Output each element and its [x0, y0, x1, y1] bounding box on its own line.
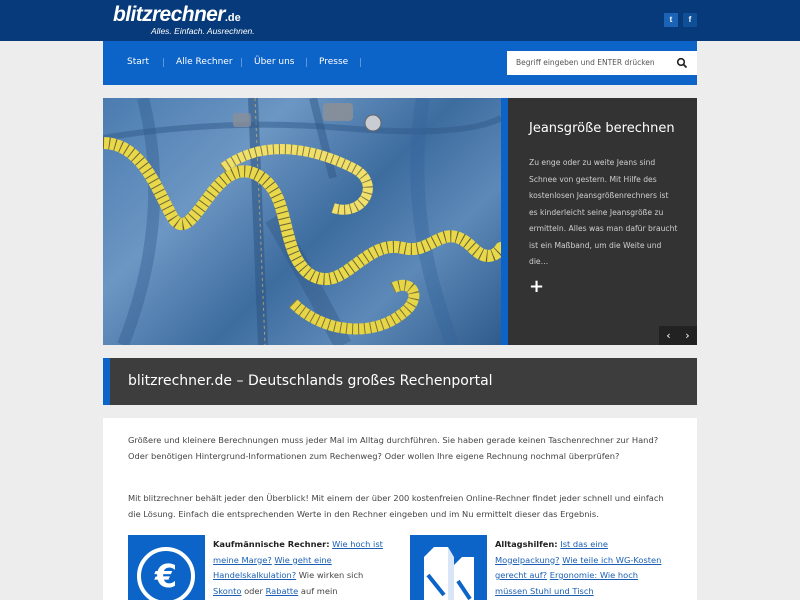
category-text: Wie wirken sich	[298, 570, 364, 580]
category-text: auf mein	[300, 585, 338, 596]
page-title-bar	[110, 358, 697, 405]
milk-carton-icon[interactable]	[410, 535, 487, 600]
svg-text:€: €	[154, 557, 178, 595]
category-kaufmaennisch	[213, 537, 383, 599]
nav-item-alle-rechner[interactable]: Alle Rechner	[176, 57, 233, 67]
nav-separator	[306, 58, 307, 67]
read-more-plus-icon[interactable]: +	[529, 276, 545, 297]
category-heading: Kaufmännische Rechner:	[213, 539, 330, 549]
category-alltagshilfen	[495, 537, 665, 599]
logo-tagline: Alles. Einfach. Ausrechnen.	[151, 26, 255, 36]
nav-item-start[interactable]: Start	[127, 57, 149, 67]
search-placeholder: Begriff eingeben und ENTER drücken	[516, 58, 655, 67]
category-text: oder	[244, 585, 263, 596]
nav-separator	[163, 58, 164, 67]
jeans-measuring-tape-illustration	[103, 98, 501, 345]
nav-item-ueber-uns[interactable]: Über uns	[254, 57, 295, 67]
nav-item-presse[interactable]: Presse	[319, 57, 349, 67]
nav-separator	[360, 58, 361, 67]
twitter-icon[interactable]: t	[664, 13, 678, 27]
link-mogelpackung[interactable]: Ist das eine Mogelpackung?	[495, 539, 608, 565]
main-content	[103, 418, 697, 600]
search-input[interactable]	[507, 51, 697, 75]
title-accent-bar	[103, 358, 110, 405]
link-marge[interactable]: Wie hoch ist meine Marge?	[213, 539, 383, 565]
slider-description: Zu enge oder zu weite Jeans sind Schnee von gestern. Mit Hilfe des kostenlosen Jeansgrößenrechners ist es kinderleicht seine Jeansgröße zu ermitteln. Alles was man dafür braucht ist ein Maßband, um die Weite und die…	[529, 158, 678, 266]
search-icon[interactable]	[676, 57, 688, 69]
slider-accent-bar	[501, 98, 508, 345]
intro-paragraph-2: Mit blitzrechner behält jeder den Überblick! Mit einem der über 200 kostenfreien Online-Rechner findet jeder schnell und einfach die Lösung. Einfach die entsprechenden Werte in den Rechner eingeben und im Nu ermittelt dieser das Ergebnis.	[128, 493, 664, 519]
top-bar	[0, 0, 800, 41]
slider-title[interactable]: Jeansgröße berechnen	[529, 121, 675, 136]
main-nav	[103, 41, 697, 85]
slider-image-jeans[interactable]	[103, 98, 501, 345]
page-title: blitzrechner.de – Deutschlands großes Rechenportal	[128, 373, 493, 389]
euro-icon[interactable]	[128, 535, 205, 600]
link-skonto[interactable]: Skonto	[213, 585, 242, 596]
intro-paragraph-1: Größere und kleinere Berechnungen muss jeder Mal im Alltag durchführen. Sie haben gerade keinen Taschenrechner zur Hand? Oder benötigen Hintergrund-Informationen zum Rechenweg? Oder wollen Ihre eigene Rechnung nochmal überprüfen?	[128, 435, 659, 461]
logo[interactable]	[113, 3, 263, 39]
link-handelskalkulation[interactable]: Wie geht eine Handelskalkulation?	[213, 554, 332, 580]
slider-next-button[interactable]: ›	[678, 326, 697, 345]
facebook-icon[interactable]: f	[683, 13, 697, 27]
slider-prev-button[interactable]: ‹	[659, 326, 678, 345]
category-heading: Alltagshilfen:	[495, 539, 558, 549]
slider-caption-panel	[508, 98, 697, 345]
logo-wordmark: blitzrechner.de	[113, 3, 241, 26]
link-ergonomie[interactable]: Ergonomie: Wie hoch müssen Stuhl und Tisch	[495, 570, 639, 596]
nav-separator	[241, 58, 242, 67]
link-wg-kosten[interactable]: Wie teile ich WG-Kosten gerecht auf?	[495, 554, 662, 580]
link-rabatte[interactable]: Rabatte	[265, 585, 299, 596]
